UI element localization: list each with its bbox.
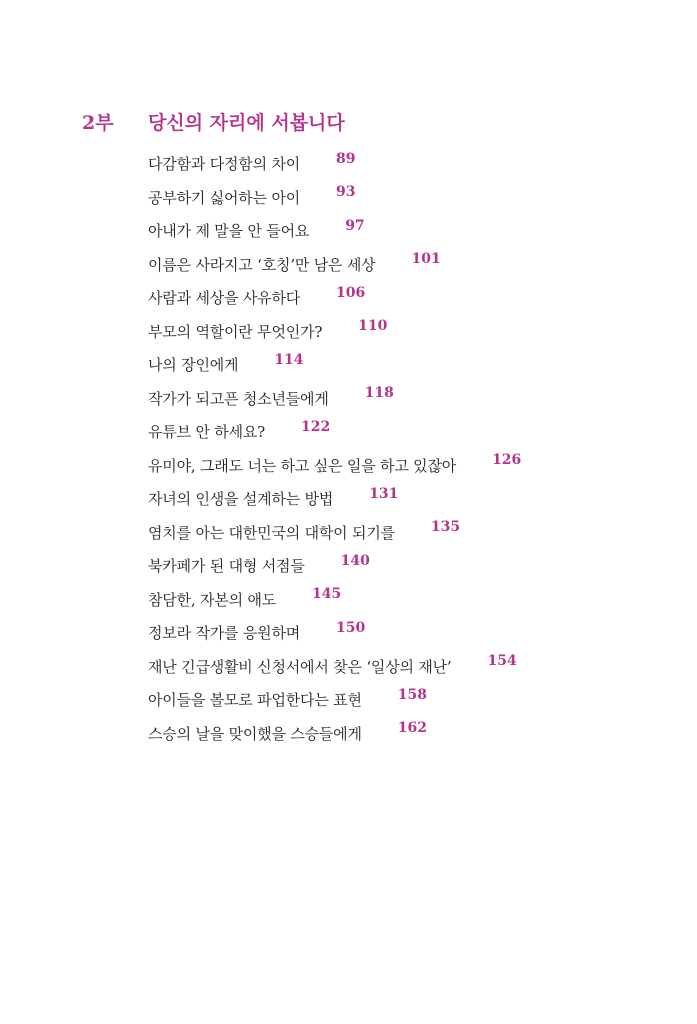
toc-entry-page: 122 [301,418,331,435]
toc-entry-page: 158 [397,686,427,703]
toc-entry [148,549,668,583]
toc-entry-title: 자녀의 인생을 설계하는 방법 [148,490,334,509]
toc-entry-title: 나의 장인에게 [148,356,239,375]
toc-entry-title: 다감함과 다정함의 차이 [148,155,301,174]
toc-entry-title: 작가가 되고픈 청소년들에게 [148,389,329,408]
toc-entry [148,415,668,449]
toc-entry [148,650,668,684]
toc-entry-page: 162 [397,720,427,737]
toc-entry-title: 유미야, 그래도 너는 하고 싶은 일을 하고 있잖아 [148,456,457,475]
toc-entry [148,683,668,717]
toc-entry-page: 150 [336,619,366,636]
toc-entry-title: 공부하기 싫어하는 아이 [148,188,301,207]
toc-entry [148,616,668,650]
toc-entry-page: 135 [430,519,461,536]
table-of-contents [148,147,668,750]
toc-entry [148,449,668,483]
toc-entry [148,482,668,516]
toc-entry-title: 사람과 세상을 사유하다 [148,289,301,308]
toc-entry-page: 140 [340,552,370,569]
toc-entry-title: 참담한, 자본의 애도 [148,590,277,609]
toc-entry [148,583,668,617]
toc-entry-page: 126 [492,452,522,469]
toc-entry [148,214,668,248]
toc-entry-page: 131 [369,485,399,502]
part-label: 2부 [82,112,114,134]
toc-entry [148,181,668,215]
toc-entry [148,147,668,181]
toc-entry-page: 89 [336,150,356,167]
toc-entry-page: 110 [358,318,388,335]
toc-entry-page: 106 [336,284,366,301]
toc-entry [148,382,668,416]
toc-entry-title: 유튜브 안 하세요? [148,423,266,442]
toc-entry-title: 염치를 아는 대한민국의 대학이 되기를 [148,523,395,542]
toc-entry-page: 145 [312,586,342,603]
toc-entry [148,281,668,315]
toc-entry-page: 118 [364,385,394,402]
toc-entry-title: 이름은 사라지고 ‘호칭’만 남은 세상 [148,255,376,274]
toc-entry-title: 재난 긴급생활비 신청서에서 찾은 ‘일상의 재난’ [148,657,452,676]
toc-entry [148,315,668,349]
toc-entry-title: 부모의 역할이란 무엇인가? [148,322,323,341]
toc-entry-title: 아내가 제 말을 안 들어요 [148,222,310,241]
toc-entry-title: 북카페가 된 대형 서점들 [148,557,305,576]
toc-entry-page: 97 [345,217,365,234]
toc-entry-title: 아이들을 볼모로 파업한다는 표현 [148,691,362,710]
toc-entry-page: 101 [411,251,441,268]
toc-entry-page: 154 [487,653,517,670]
toc-entry [148,348,668,382]
toc-entry [148,248,668,282]
toc-entry-page: 114 [274,351,304,368]
toc-entry [148,717,668,751]
toc-entry-title: 스승의 날을 맞이했을 스승들에게 [148,724,362,743]
toc-entry-title: 정보라 작가를 응원하며 [148,624,301,643]
toc-entry-page: 93 [336,184,356,201]
toc-entry [148,516,668,550]
part-title: 당신의 자리에 서봅니다 [148,112,345,134]
